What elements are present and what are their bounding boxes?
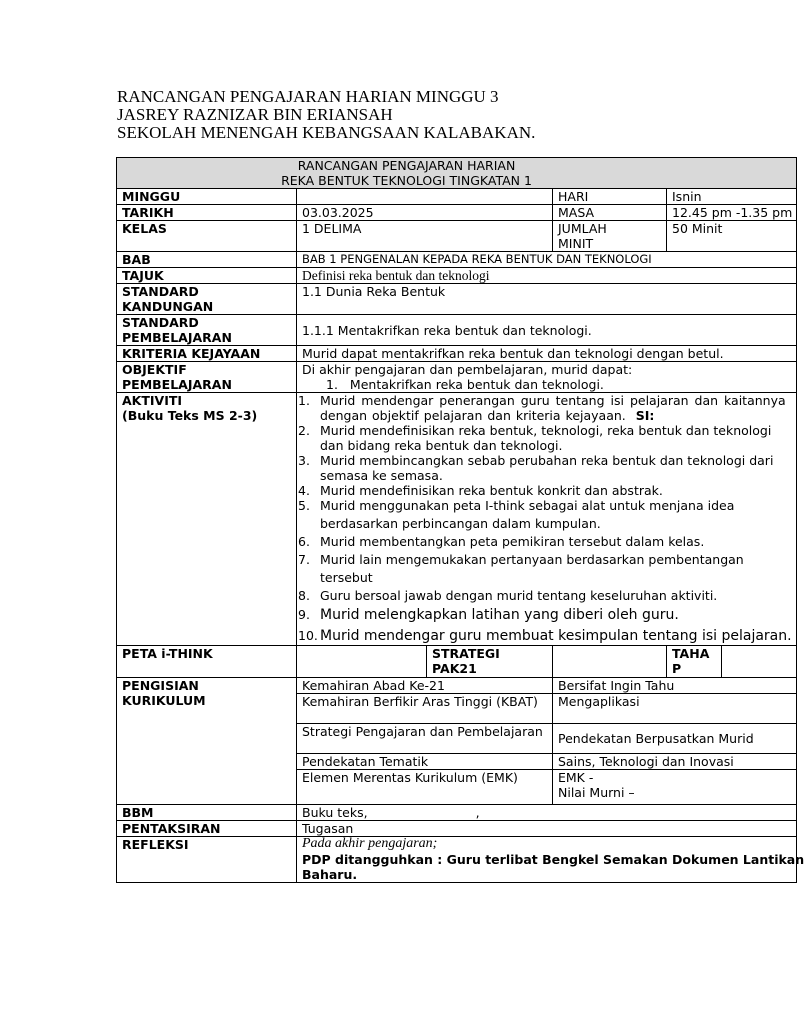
objektif-intro: Di akhir pengajaran dan pembelajaran, murid dapat: — [302, 362, 633, 377]
kurikulum-value: Sains, Teknologi dan Inovasi — [553, 754, 797, 770]
pentaksiran-label: PENTAKSIRAN — [117, 821, 297, 837]
table-subtitle: REKA BENTUK TEKNOLOGI TINGKATAN 1 — [281, 173, 532, 188]
header-title: RANCANGAN PENGAJARAN HARIAN MINGGU 3 — [117, 87, 499, 106]
bbm-text: Buku teks, — [302, 805, 368, 820]
pengisian-kurikulum-label — [117, 678, 297, 805]
aktiviti-label-line2: (Buku Teks MS 2-3) — [122, 408, 258, 423]
sp-label-line1: STANDARD — [122, 315, 199, 330]
kurikulum-item: Kemahiran Berfikir Aras Tinggi (KBAT) — [297, 694, 553, 724]
aktiviti-label-line1: AKTIVITI — [122, 393, 183, 408]
refleksi-label: REFLEKSI — [117, 837, 297, 883]
activity-text-line1: Murid membentangkan peta pemikiran tersebut dalam kelas. — [320, 534, 705, 549]
aktiviti-value — [297, 393, 797, 646]
activity-text-line1: Murid lain mengemukakan pertanyaan berdasarkan pembentangan — [320, 552, 744, 567]
peta-ithink-value — [297, 646, 427, 678]
activity-item — [300, 498, 810, 531]
kurikulum-value: Bersifat Ingin Tahu — [553, 678, 797, 694]
strategi-pak21-label — [427, 646, 553, 678]
activity-text-line1: Murid melengkapkan latihan yang diberi oleh guru. — [320, 607, 679, 623]
sk-label-line2: KANDUNGAN — [122, 299, 214, 314]
activity-text-line2: semasa ke semasa. — [320, 468, 443, 483]
standard-kandungan-label — [117, 284, 297, 315]
activity-number: 7. — [298, 552, 310, 567]
activity-text-line2: dan bidang reka bentuk dan teknologi. — [320, 438, 563, 453]
activity-number: 4. — [298, 483, 310, 498]
bbm-label: BBM — [117, 805, 297, 821]
activity-number: 5. — [298, 498, 310, 513]
strategi-pak21-value — [553, 646, 667, 678]
tarikh-label: TARIKH — [117, 205, 297, 221]
refleksi-line1: PDP ditangguhkan : Guru terlibat Bengkel Semakan Dokumen Lantikan — [302, 852, 805, 867]
kurikulum-item: Elemen Merentas Kurikulum (EMK) — [297, 770, 553, 805]
minggu-label: MINGGU — [117, 189, 297, 205]
tahap-label-line1: TAHA — [672, 646, 710, 661]
emk-line: EMK - — [558, 770, 594, 785]
objektif-item — [302, 377, 791, 392]
kurikulum-item: Kemahiran Abad Ke-21 — [297, 678, 553, 694]
masa-label: MASA — [553, 205, 667, 221]
bab-label: BAB — [117, 252, 297, 268]
si-marker: SI: — [635, 408, 655, 423]
strategi-label-line2: PAK21 — [432, 661, 477, 676]
kriteria-kejayaan-value: Murid dapat mentakrifkan reka bentuk dan teknologi dengan betul. — [297, 346, 797, 362]
lesson-plan-table — [116, 157, 805, 883]
jumlah-label-line1: JUMLAH — [558, 221, 607, 236]
activity-text-line2: tersebut — [320, 570, 373, 585]
activity-item — [300, 588, 810, 603]
activity-item — [300, 552, 810, 585]
hari-label: HARI — [553, 189, 667, 205]
hari-value: Isnin — [667, 189, 797, 205]
activity-number: 8. — [298, 588, 310, 603]
header-teacher-name: JASREY RAZNIZAR BIN ERIANSAH — [117, 105, 393, 124]
pengisian-label-line2: KURIKULUM — [122, 693, 206, 708]
kurikulum-value — [553, 770, 797, 805]
activity-item — [300, 606, 810, 624]
activity-item — [300, 453, 810, 483]
strategi-label-line1: STRATEGI — [432, 646, 500, 661]
objektif-label-line1: OBJEKTIF — [122, 362, 187, 377]
table-title: RANCANGAN PENGAJARAN HARIAN — [297, 158, 516, 173]
activity-number: 10. — [298, 628, 318, 643]
activity-number: 6. — [298, 534, 310, 549]
objektif-item-number: 1. — [326, 377, 338, 392]
activity-number: 9. — [298, 607, 310, 622]
document-header — [117, 88, 535, 142]
activity-item — [300, 483, 810, 498]
refleksi-line2: Baharu. — [302, 867, 358, 882]
pentaksiran-value: Tugasan — [297, 821, 797, 837]
activity-text-line1: Murid mendefinisikan reka bentuk, teknologi, reka bentuk dan teknologi — [320, 423, 772, 438]
activity-text-line1: Murid mendengar penerangan guru tentang isi pelajaran dan kaitannya — [320, 393, 786, 408]
activity-number: 3. — [298, 453, 310, 468]
table-title-cell — [117, 158, 797, 189]
kurikulum-item: Pendekatan Tematik — [297, 754, 553, 770]
kurikulum-item: Strategi Pengajaran dan Pembelajaran — [297, 724, 553, 754]
tahap-label — [667, 646, 722, 678]
tahap-value — [722, 646, 797, 678]
activity-text-line2: berdasarkan perbincangan dalam kumpulan. — [320, 516, 601, 531]
sk-label-line1: STANDARD — [122, 284, 199, 299]
activity-text-line1: Murid mendefinisikan reka bentuk konkrit dan abstrak. — [320, 483, 663, 498]
refleksi-intro: Pada akhir pengajaran; — [302, 836, 438, 851]
objektif-value — [297, 362, 797, 393]
kelas-value: 1 DELIMA — [297, 221, 553, 252]
bbm-value — [297, 805, 797, 821]
kurikulum-value: Mengaplikasi — [553, 694, 797, 724]
tajuk-label: TAJUK — [117, 268, 297, 284]
masa-value: 12.45 pm -1.35 pm — [667, 205, 797, 221]
jumlah-minit-value: 50 Minit — [667, 221, 797, 252]
activity-item — [300, 393, 810, 423]
activity-item — [300, 534, 810, 549]
activity-text-line1: Murid menggunakan peta I-think sebagai alat untuk menjana idea — [320, 498, 735, 513]
minggu-value — [297, 189, 553, 205]
activity-text-line1: Guru bersoal jawab dengan murid tentang keseluruhan aktiviti. — [320, 588, 718, 603]
activity-text-line1: Murid membincangkan sebab perubahan reka bentuk dan teknologi dari — [320, 453, 774, 468]
nilai-murni-line: Nilai Murni – — [558, 785, 635, 800]
refleksi-value — [297, 836, 805, 883]
standard-kandungan-value: 1.1 Dunia Reka Bentuk — [297, 284, 797, 315]
activity-list — [300, 393, 810, 645]
activity-number: 1. — [298, 393, 310, 408]
header-school-name: SEKOLAH MENENGAH KEBANGSAAN KALABAKAN. — [117, 123, 536, 142]
jumlah-minit-label — [553, 221, 667, 252]
kriteria-kejayaan-label: KRITERIA KEJAYAAN — [117, 346, 297, 362]
activity-number: 2. — [298, 423, 310, 438]
objektif-label — [117, 362, 297, 393]
kurikulum-value: Pendekatan Berpusatkan Murid — [553, 724, 797, 754]
objektif-label-line2: PEMBELAJARAN — [122, 377, 232, 392]
peta-ithink-label: PETA i-THINK — [117, 646, 297, 678]
jumlah-label-line2: MINIT — [558, 236, 594, 251]
activity-text-line2 — [320, 408, 810, 423]
pengisian-label-line1: PENGISIAN — [122, 678, 199, 693]
activity-item — [300, 627, 810, 645]
bab-value: BAB 1 PENGENALAN KEPADA REKA BENTUK DAN TEKNOLOGI — [297, 252, 797, 268]
bbm-comma: , — [475, 805, 480, 820]
sp-label-line2: PEMBELAJARAN — [122, 330, 232, 345]
standard-pembelajaran-value: 1.1.1 Mentakrifkan reka bentuk dan teknologi. — [297, 315, 797, 346]
tarikh-value: 03.03.2025 — [297, 205, 553, 221]
activity-text-line1: Murid mendengar guru membuat kesimpulan tentang isi pelajaran. — [320, 628, 792, 644]
activity-item — [300, 423, 810, 453]
standard-pembelajaran-label — [117, 315, 297, 346]
tajuk-value: Definisi reka bentuk dan teknologi — [297, 268, 797, 284]
kelas-label: KELAS — [117, 221, 297, 252]
activity-text-line2-content: dengan objektif pelajaran dan kriteria kejayaan. — [320, 408, 626, 423]
tahap-label-line2: P — [672, 661, 682, 676]
objektif-item-text: Mentakrifkan reka bentuk dan teknologi. — [349, 377, 604, 392]
aktiviti-label — [117, 393, 297, 646]
